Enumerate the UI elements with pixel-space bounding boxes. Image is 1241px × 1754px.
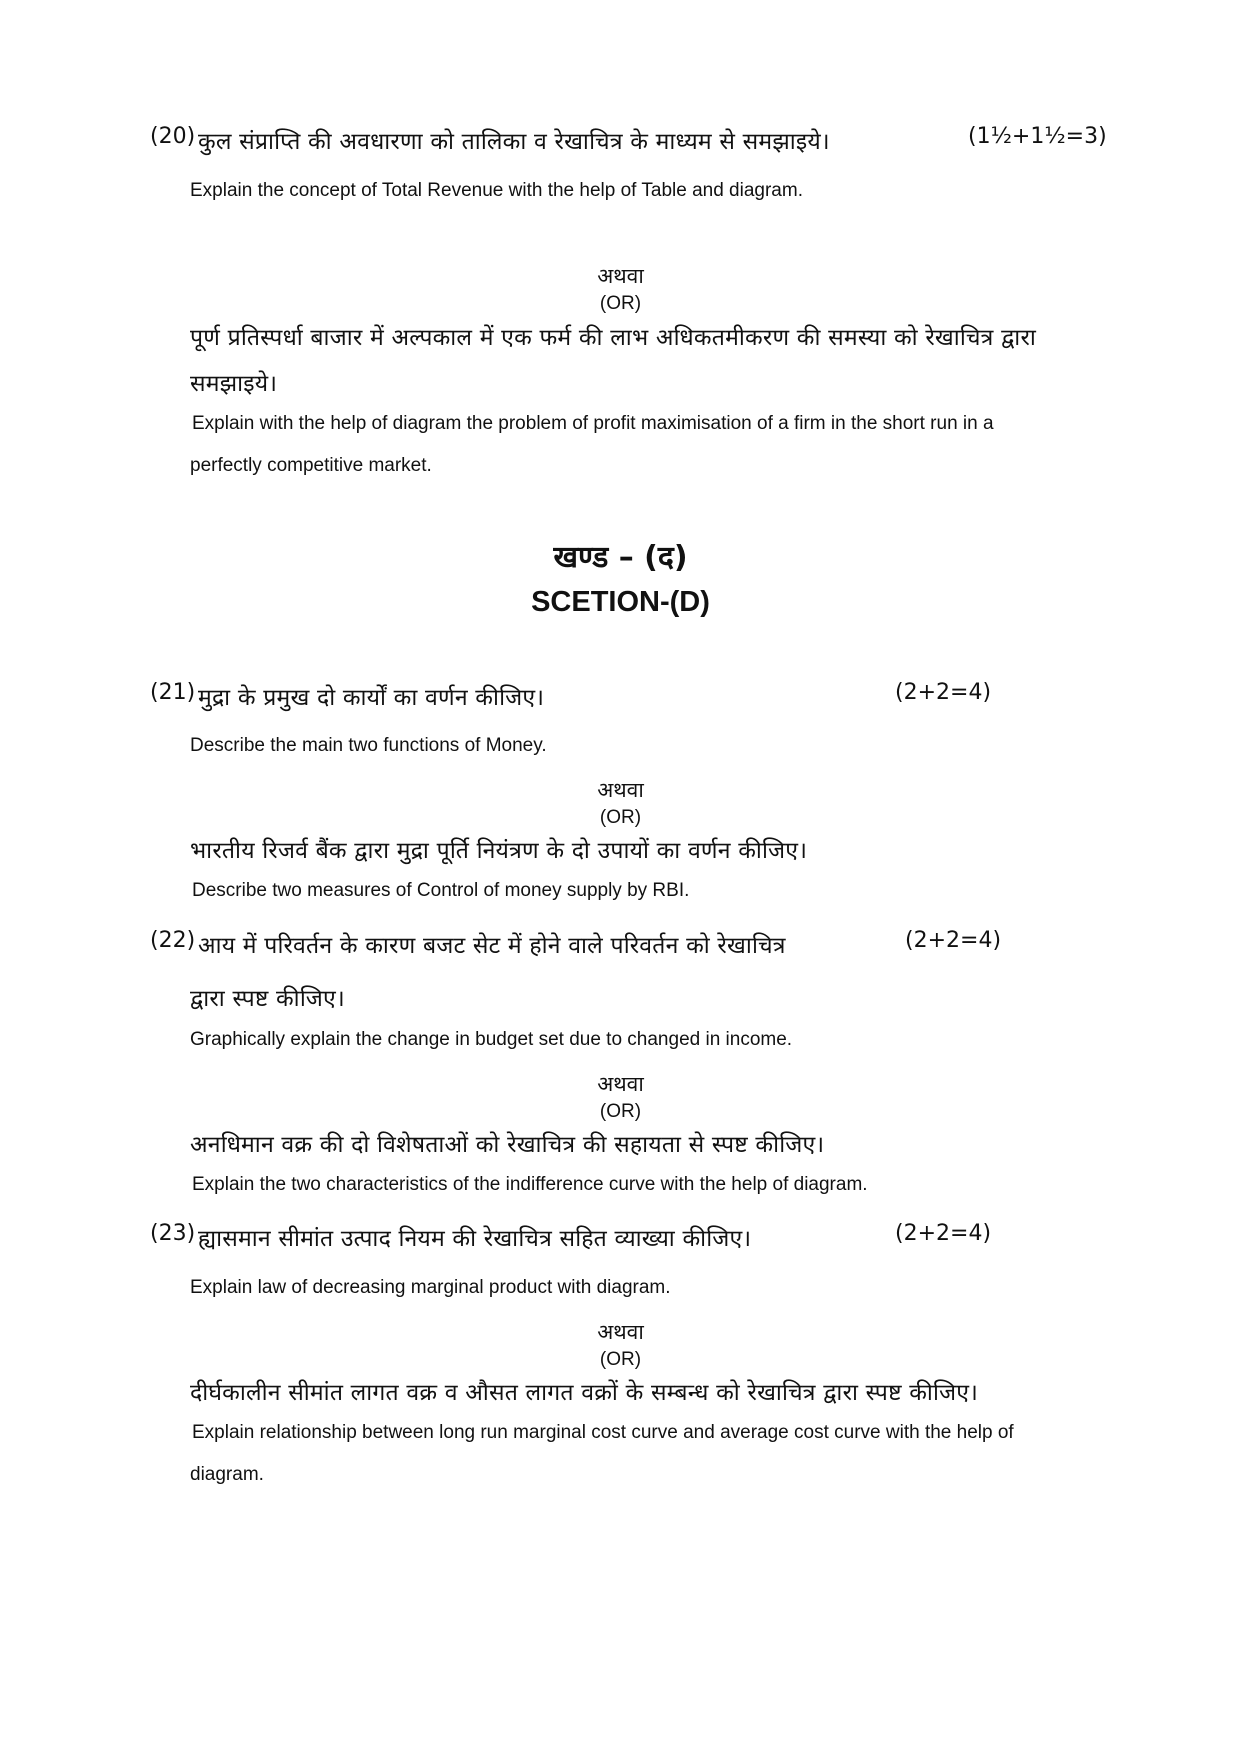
question-hindi-text: मुद्रा के प्रमुख दो कार्यों का वर्णन कीजिए। [198, 685, 545, 711]
alternate-english-text: Explain relationship between long run marginal cost curve and average cost curve with the help of [192, 1422, 1014, 1443]
alternate-english-text: Explain with the help of diagram the problem of profit maximisation of a firm in the short run in a [192, 413, 994, 434]
alternate-hindi-text: भारतीय रिजर्व बैंक द्वारा मुद्रा पूर्ति नियंत्रण के दो उपायों का वर्णन कीजिए। [190, 838, 808, 864]
or-hindi: अथवा [597, 1320, 644, 1344]
alternate-english-text-cont: diagram. [190, 1464, 264, 1485]
or-english: (OR) [599, 807, 642, 828]
or-english: (OR) [599, 293, 642, 314]
question-marks: (2+2=4) [895, 680, 992, 705]
alternate-english-text: Describe two measures of Control of money supply by RBI. [192, 880, 690, 901]
question-number: (20) [150, 124, 196, 149]
or-hindi: अथवा [597, 778, 644, 802]
section-title-english: SCETION-(D) [531, 586, 710, 618]
question-english-text: Describe the main two functions of Money. [190, 735, 547, 756]
question-marks: (2+2=4) [905, 928, 1002, 953]
question-hindi-text-cont: द्वारा स्पष्ट कीजिए। [190, 986, 345, 1012]
section-title-hindi: खण्ड – (द) [553, 540, 688, 575]
question-english-text: Graphically explain the change in budget set due to changed in income. [190, 1029, 793, 1050]
question-number: (22) [150, 928, 196, 953]
question-number: (23) [150, 1221, 196, 1246]
alternate-hindi-text: अनधिमान वक्र की दो विशेषताओं को रेखाचित्र की सहायता से स्पष्ट कीजिए। [190, 1132, 825, 1158]
question-marks: (1½+1½=3) [968, 124, 1107, 149]
or-english: (OR) [599, 1101, 642, 1122]
alternate-english-text: Explain the two characteristics of the indifference curve with the help of diagram. [192, 1174, 868, 1195]
or-hindi: अथवा [597, 264, 644, 288]
question-hindi-text: आय में परिवर्तन के कारण बजट सेट में होने वाले परिवर्तन को रेखाचित्र [198, 933, 786, 959]
question-english-text: Explain law of decreasing marginal product with diagram. [190, 1277, 671, 1298]
question-hindi-text: कुल संप्राप्ति की अवधारणा को तालिका व रेखाचित्र के माध्यम से समझाइये। [198, 129, 830, 155]
or-hindi: अथवा [597, 1072, 644, 1096]
question-marks: (2+2=4) [895, 1221, 992, 1246]
alternate-hindi-text: दीर्घकालीन सीमांत लागत वक्र व औसत लागत वक्रों के सम्बन्ध को रेखाचित्र द्वारा स्पष्ट कीजिए। [190, 1380, 979, 1406]
alternate-english-text-cont: perfectly competitive market. [190, 455, 432, 476]
question-number: (21) [150, 680, 196, 705]
or-english: (OR) [599, 1349, 642, 1370]
question-hindi-text: ह्यासमान सीमांत उत्पाद नियम की रेखाचित्र सहित व्याख्या कीजिए। [198, 1226, 752, 1252]
alternate-hindi-text: पूर्ण प्रतिस्पर्धा बाजार में अल्पकाल में एक फर्म की लाभ अधिकतमीकरण की समस्या को रेखाचित्र द्वारा [190, 325, 1037, 351]
question-english-text: Explain the concept of Total Revenue with the help of Table and diagram. [190, 180, 803, 201]
alternate-hindi-text-cont: समझाइये। [190, 371, 278, 397]
